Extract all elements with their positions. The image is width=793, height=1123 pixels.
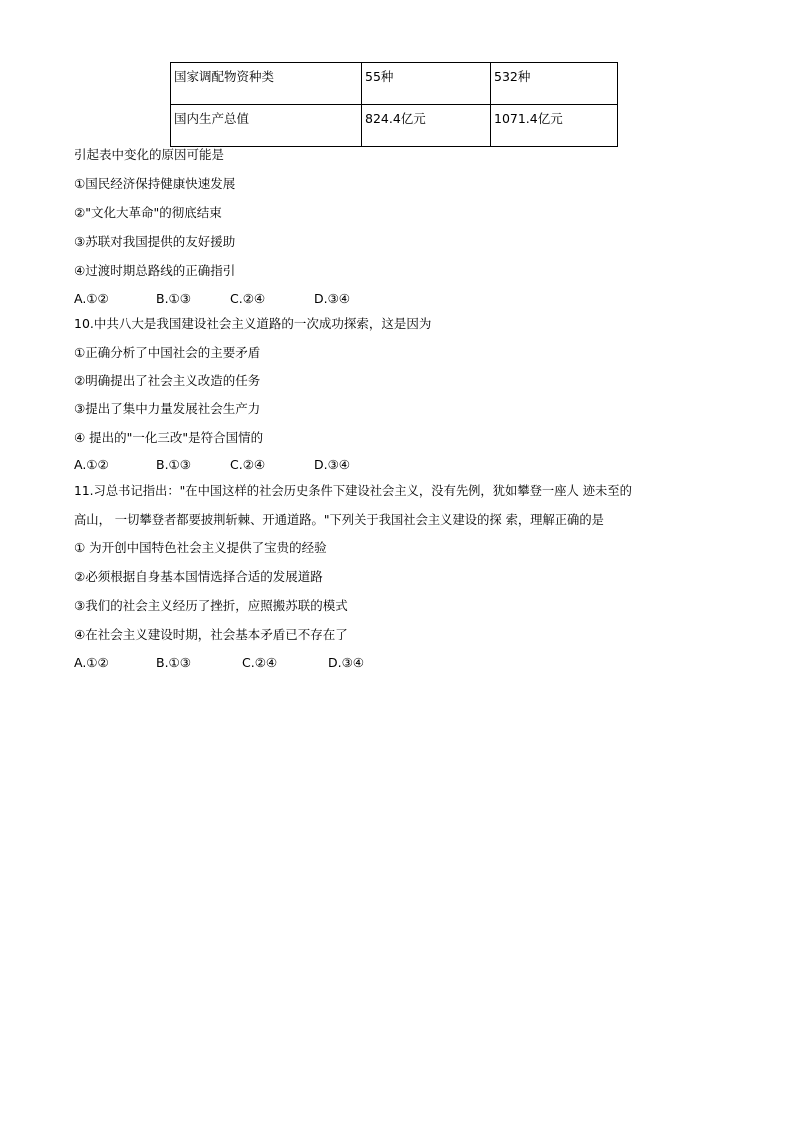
q11-statement-2: ②必须根据自身基本国情选择合适的发展道路 [74,569,323,584]
q9-option-c: C.②④ [230,291,266,306]
q10-options [74,457,350,473]
q10-statement-4: ④ 提出的"一化三改"是符合国情的 [74,430,264,445]
table-cell: 国内生产总值 [171,105,362,147]
table-cell: 国家调配物资种类 [171,63,362,105]
q10-option-c: C.②④ [230,457,266,472]
q9-statement-3: ③苏联对我国提供的友好援助 [74,234,236,249]
q11-stem-line-1: 11.习总书记指出："在中国这样的社会历史条件下建设社会主义，没有先例，犹如攀登一座人 迹未至的 [74,484,632,498]
q9-statement-2: ②"文化大革命"的彻底结束 [74,205,222,220]
q11-option-a: A.①② [74,655,109,670]
data-table [170,62,618,147]
q11-stem-line-2: 高山， 一切攀登者都要披荆斩棘、开通道路。"下列关于我国社会主义建设的探 索，理解正确的是 [74,513,604,527]
q10-stem: 10.中共八大是我国建设社会主义道路的一次成功探索，这是因为 [74,316,432,331]
q11-option-b: B.①③ [156,655,191,670]
q11-statement-4: ④在社会主义建设时期，社会基本矛盾已不存在了 [74,627,348,642]
q11-statement-1: ① 为开创中国特色社会主义提供了宝贵的经验 [74,540,327,555]
q10-option-b: B.①③ [156,457,191,472]
table-cell: 824.4亿元 [362,105,491,147]
q9-statement-1: ①国民经济保持健康快速发展 [74,176,236,191]
q11-option-c: C.②④ [242,655,278,670]
q9-options [74,291,350,307]
table-row [171,105,618,147]
q9-option-d: D.③④ [314,291,351,306]
table-row [171,63,618,105]
q11-statement-3: ③我们的社会主义经历了挫折，应照搬苏联的模式 [74,598,348,613]
q10-option-d: D.③④ [314,457,351,472]
q11-options [74,655,364,671]
q10-option-a: A.①② [74,457,109,472]
q9-option-b: B.①③ [156,291,191,306]
table-cell: 1071.4亿元 [491,105,618,147]
q10-statement-3: ③提出了集中力量发展社会生产力 [74,401,261,416]
q10-statement-2: ②明确提出了社会主义改造的任务 [74,373,261,388]
table-cell: 532种 [491,63,618,105]
q9-stem: 引起表中变化的原因可能是 [74,147,225,162]
table-cell: 55种 [362,63,491,105]
q11-option-d: D.③④ [328,655,365,670]
q9-statement-4: ④过渡时期总路线的正确指引 [74,263,236,278]
q10-statement-1: ①正确分析了中国社会的主要矛盾 [74,345,261,360]
q9-option-a: A.①② [74,291,109,306]
